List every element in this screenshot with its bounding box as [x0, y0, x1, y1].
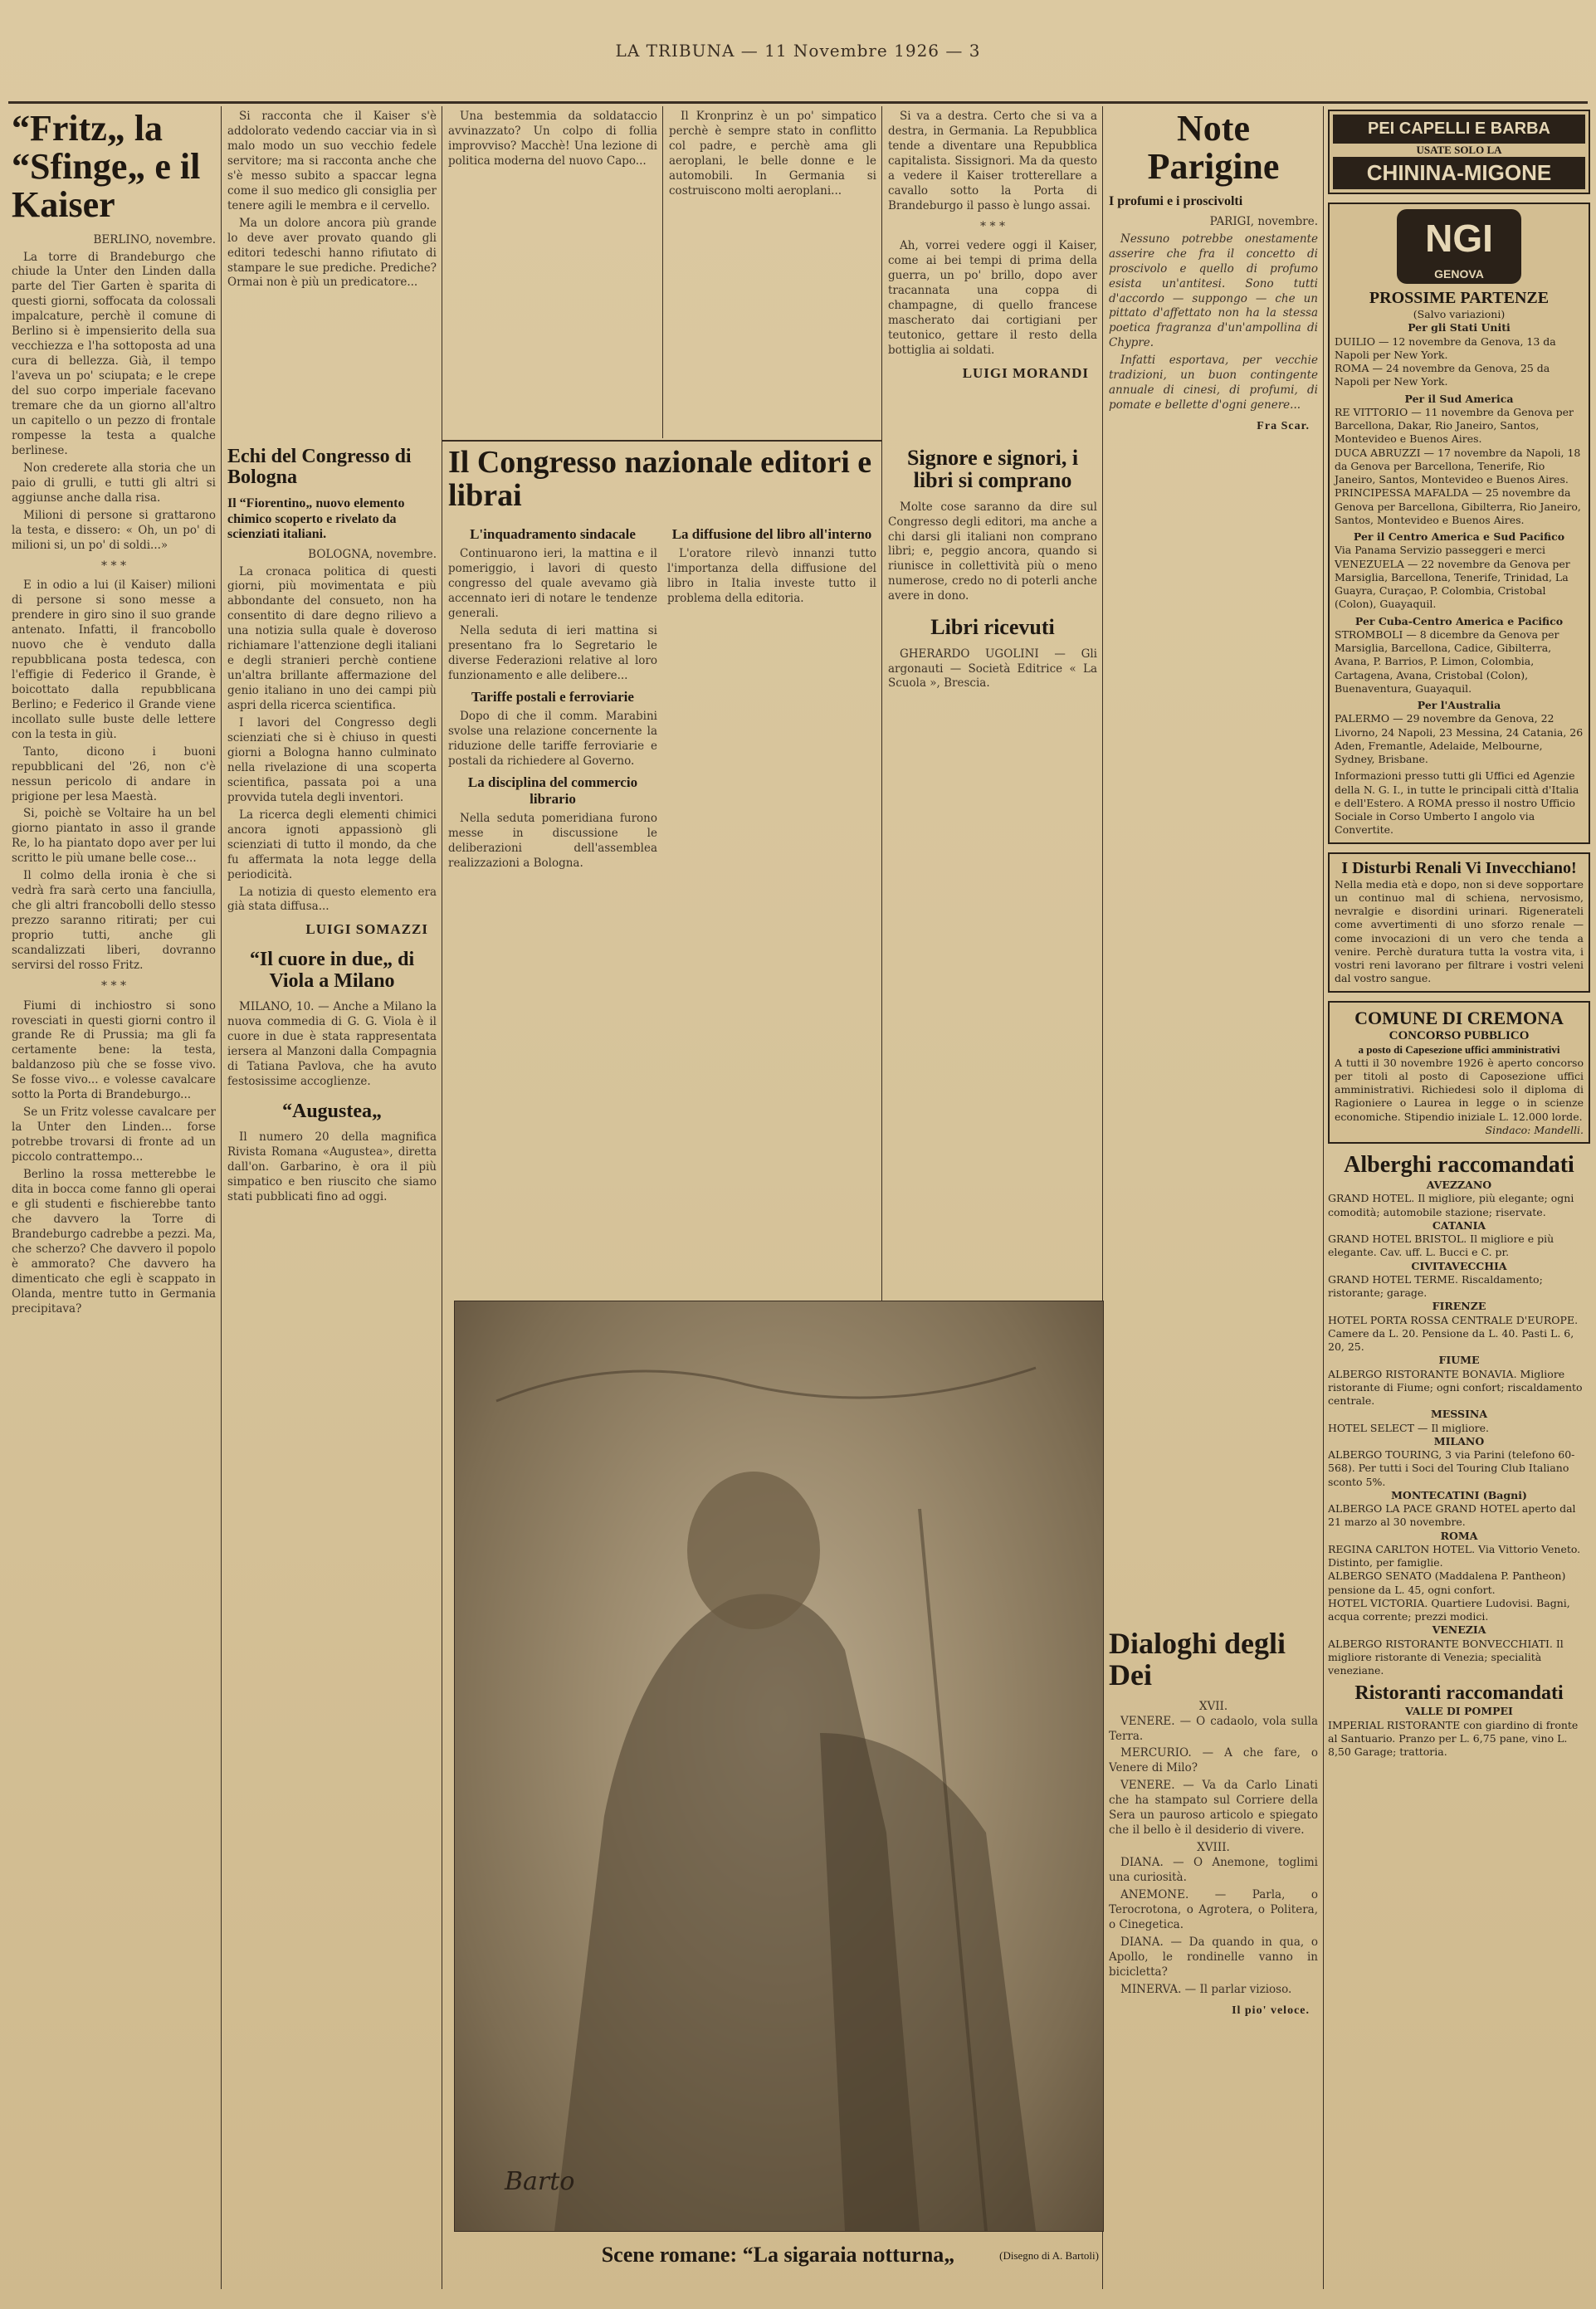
- fritz-paragraph: Fiumi di inchiostro si sono rovesciati in questi giorni contro il grande Re di Prussia; ma gli fa certamente bene: la testa, baldanzoso più che se fosse vivo. Se fosse vivo... e volesse cavalcare sotto la Porta di Brandeburgo...: [12, 998, 216, 1102]
- partenze-cuba: Per Cuba-Centro America e Pacifico: [1354, 614, 1564, 627]
- fritz-signature: LUIGI MORANDI: [962, 364, 1089, 381]
- fritz-paragraph: Ma un dolore ancora più grande lo deve aver provato quando gli editori tedeschi hanno rifiutato di stampare le sue prediche. Prediche? Ormai non è più un predicatore...: [227, 216, 437, 290]
- congresso-article: [448, 447, 876, 1293]
- ngi-city: GENOVA: [1434, 267, 1484, 281]
- masthead: [0, 0, 1596, 101]
- cremona-signature: Sindaco: Mandelli.: [1485, 1123, 1584, 1136]
- fritz-article-col1: [12, 110, 216, 2292]
- cremona-sub: CONCORSO PUBBLICO: [1389, 1028, 1530, 1042]
- dialoghi-line: DIANA. — Da quando in qua, o Apollo, le rondinelle vanno in bicicletta?: [1109, 1935, 1318, 1979]
- hotel: ALBERGO TOURING, 3 via Parini (telefono 60-568). Per tutti i Soci del Touring Club Italiano sconto 5%.: [1328, 1448, 1575, 1488]
- partenze-line: PRINCIPESSA MAFALDA — 25 novembre da Genova per Barcellona, Gibilterra, Rio Janeiro, Santos, Montevideo e Buenos Aires.: [1335, 486, 1581, 526]
- fritz-paragraph: Si, poichè se Voltaire ha un bel giorno piantato in asso il grande Re, lo ha piantato dopo aver per lui scritto le più umane belle cose...: [12, 807, 216, 866]
- dialoghi-headline: Dialoghi degli Dei: [1109, 1627, 1286, 1691]
- bologna-signature: LUIGI SOMAZZI: [305, 921, 428, 938]
- bologna-headline: Echi del Congresso di Bologna: [227, 447, 412, 489]
- city: MESSINA: [1430, 1408, 1488, 1421]
- libri-headline: Libri ricevuti: [930, 615, 1055, 640]
- fritz-paragraph: Non crederete alla storia che un paio di grulli, e tutti gli altri si aggiunse anche dalla risa.: [12, 461, 216, 505]
- column-rule: [221, 106, 222, 2289]
- hotel: ALBERGO RISTORANTE BONVECCHIATI. Il migliore ristorante di Venezia; specialità veneziane.: [1328, 1637, 1564, 1677]
- illustration-credit: (Disegno di A. Bartoli): [999, 2249, 1099, 2262]
- ad-chinina-migone: [1328, 110, 1590, 194]
- ad-ngi: [1328, 203, 1590, 844]
- partenze-usa: Per gli Stati Uniti: [1408, 321, 1511, 334]
- partenze-line: STROMBOLI — 8 dicembre da Genova per Marsiglia, Barcellona, Cadice, Gibilterra, Avana, P. Barrios, P. Limon, Colombia, Cartagena, Avana, Cristobal (Colon), Buenaventura, Guayaquil.: [1335, 627, 1559, 695]
- dialoghi-line: VENERE. — O cadaolo, vola sulla Terra.: [1109, 1714, 1318, 1743]
- partenze-line: DUILIO — 12 novembre da Genova, 13 da Napoli per New York.: [1335, 334, 1556, 361]
- dialoghi-line: VENERE. — Va da Carlo Linati che ha stampato sul Corriere della Sera un pauroso articolo e spiegato che il bello è il desiderio di vivere.: [1109, 1779, 1318, 1838]
- city: FIUME: [1438, 1354, 1480, 1367]
- congresso-paragraph: Continuarono ieri, la mattina e il pomeriggio, i lavori di questo congresso del quale avevamo già accennato ieri di notare le tendenze generali.: [448, 547, 657, 621]
- city: FIRENZE: [1432, 1300, 1486, 1313]
- separator: * * *: [980, 219, 1005, 233]
- partenze-line: DUCA ABRUZZI — 17 novembre da Napoli, 18 da Genova per Barcellona, Tenerife, Rio Janeiro, Santos, Montevideo e Buenos Aires.: [1335, 446, 1581, 486]
- partenze-line: ROMA — 24 novembre da Genova, 25 da Napoli per New York.: [1335, 362, 1550, 388]
- disturbi-title: I Disturbi Renali Vi Invecchiano!: [1341, 858, 1577, 877]
- fritz-paragraph: Tanto, dicono i buoni repubblicani del '26, non c'è nessun pericolo di andare in prigione per lesa Maestà.: [12, 744, 216, 803]
- signori-headline: Signore e signori, i libri si comprano: [906, 447, 1079, 493]
- partenze-line: VENEZUELA — 22 novembre da Genova per Marsiglia, Barcellona, Tenerife, Trinidad, La Guayra, Curaçao, P. Colombia, Cristobal (Colon), Guayaquil.: [1335, 557, 1570, 611]
- hotel: ALBERGO RISTORANTE BONAVIA. Migliore ristorante di Fiume; ogni confort; riscaldamento centrale.: [1328, 1367, 1583, 1407]
- restaurant: IMPERIAL RISTORANTE con giardino di fronte al Santuario. Pranzo per L. 6,75 pane, vino L. 8,50 Garage; trattoria.: [1328, 1718, 1579, 1758]
- fritz-paragraph: Ah, vorrei vedere oggi il Kaiser, come ai bei tempi di prima della guerra, un po' brillo, dopo aver tracannata una coppa di champagne, di quello francese mascherato dai cortigiani per teutonico, gettare il resto della bottiglia ai soldati.: [888, 239, 1097, 357]
- city: ROMA: [1440, 1529, 1478, 1542]
- fritz-paragraph: Berlino la rossa metterebbe le dita in bocca come fanno gli operai e gli studenti e fischierebbe tanto che davvero la Torre di Brandeburgo cadrebbe a pezzi. Ma, che scherzo? Che davvero il popolo è ammorato? Che davvero ha dimenticato che egli è scappato in Olanda, mentre tutto in Germania precipitava?: [12, 1168, 216, 1316]
- congresso-paragraph: L'oratore rilevò innanzi tutto l'importanza della diffusione del libro in Italia investe tutto il problema della editoria.: [667, 547, 876, 606]
- ad-capelli-top: PEI CAPELLI E BARBA: [1333, 115, 1585, 144]
- dialoghi-article: [1109, 1628, 1318, 2024]
- hotel: HOTEL PORTA ROSSA CENTRALE D'EUROPE. Camere da L. 20. Pensione da L. 40. Pasti L. 6, 20, 25.: [1328, 1313, 1579, 1353]
- congresso-paragraph: Dopo di che il comm. Marabini svolse una relazione concernente la riduzione delle tariffe ferroviarie e postali da richiedere al Governo.: [448, 710, 657, 769]
- congresso-subhead: La disciplina del commercio librario: [467, 774, 638, 807]
- congresso-subhead: L'inquadramento sindacale: [470, 525, 636, 542]
- illustration-caption: [454, 2243, 1102, 2271]
- ad-capelli-brand: CHININA-MIGONE: [1333, 157, 1585, 189]
- fritz-article-col4: [669, 110, 876, 435]
- partenze-centro: Per il Centro America e Sud Pacifico: [1353, 530, 1565, 543]
- hotel: GRAND HOTEL. Il migliore, più elegante; ogni comodità; automobile stazione; riservate.: [1328, 1192, 1574, 1218]
- bologna-dateline: BOLOGNA, novembre.: [308, 547, 437, 561]
- separator: * * *: [101, 979, 126, 993]
- parigi-subhead: I profumi e i proscivolti: [1109, 194, 1243, 209]
- artist-signature: Barto: [505, 2167, 575, 2196]
- masthead-rule: [8, 101, 1588, 104]
- fritz-article-col2: [227, 110, 437, 435]
- partenze-line: PALERMO — 29 novembre da Genova, 22 Livorno, 24 Napoli, 23 Messina, 24 Catania, 26 Aden, Fremantle, Adelaide, Melbourne, Sydney, Brisbane.: [1335, 712, 1584, 765]
- congresso-headline: Il Congresso nazionale editori e librai: [448, 447, 872, 513]
- fritz-paragraph: Si va a destra. Certo che si va a destra, in Germania. La Repubblica tende a diventare una Repubblica capitalista. Sissignori. Ma da questo a vedere il Kaiser trotterellare a cavallo sotto la Porta di Brandeburgo il passo è lungo assai.: [888, 110, 1097, 212]
- alberghi-title: Alberghi raccomandati: [1344, 1152, 1574, 1178]
- ads-column: [1328, 110, 1590, 2292]
- bologna-paragraph: La cronaca politica di questi giorni, più movimentata e più abbondante del consueto, non ha consentito di dare degno rilievo a una notizia sulla quale è doveroso richiamare l'attenzione degli italiani e degli stranieri perchè contiene un'altra brillante affermazione del genio italiano in uno dei campi più aspri della ricerca scientifica.: [227, 564, 437, 713]
- hotel: ALBERGO LA PACE GRAND HOTEL aperto dal 21 marzo al 30 novembre.: [1328, 1502, 1576, 1529]
- section-rule: [442, 440, 882, 442]
- ristoranti-title: Ristoranti raccomandati: [1354, 1682, 1564, 1705]
- signori-paragraph: Molte cose saranno da dire sul Congresso degli editori, ma anche a chi darsi gli italiani non comprano libri; e, peggio ancora, quando si riunisce in collettività più o meno numerose, credo no di poterli anche avere in dono.: [888, 500, 1097, 603]
- bologna-paragraph: La ricerca degli elementi chimici ancora ignoti appassionò gli scienziati di tutto il mondo, da che fu affermata la nota legge della periodicità.: [227, 808, 437, 881]
- hotel: GRAND HOTEL TERME. Riscaldamento; ristorante; garage.: [1328, 1272, 1543, 1299]
- ngi-brand: NGI: [1425, 217, 1493, 260]
- partenze-info: Informazioni presso tutti gli Uffici ed Agenzie della N. G. I., in tutte le principali città d'Italia e dell'Estero. A ROMA presso il nostro Ufficio Sociale in Corso Umberto I angolo via Convertite.: [1335, 769, 1579, 837]
- dialoghi-line: MERCURIO. — A che fare, o Venere di Milo?: [1109, 1746, 1318, 1775]
- partenze-aus: Per l'Australia: [1417, 699, 1501, 711]
- viola-paragraph: MILANO, 10. — Anche a Milano la nuova commedia di G. G. Viola è il cuore in due è stata rappresentata iersera al Manzoni dalla Compagnia di Tatiana Pavlova, che ha avuto festosissime accoglienze.: [227, 999, 437, 1088]
- ad-alberghi: [1328, 1152, 1590, 1759]
- dialoghi-number: XVIII.: [1197, 1841, 1230, 1855]
- masthead-text: LA TRIBUNA — 11 Novembre 1926 — 3: [615, 41, 981, 61]
- fritz-paragraph: Se un Fritz volesse cavalcare per la Unter den Linden... forse potrebbe trovarsi di fronte ad un piccolo contrattempo...: [12, 1106, 216, 1164]
- caption-text: Scene romane: “La sigaraia notturna„: [601, 2243, 955, 2267]
- congresso-subhead: Tariffe postali e ferroviarie: [471, 688, 634, 705]
- fritz-paragraph: Il Kronprinz è un po' simpatico perchè è sempre stato in conflitto col padre, e perchè ama gli aeroplani, le belle donne e le automobili. In Germania si costruiscono molti aeroplani...: [669, 110, 876, 198]
- dialoghi-line: ANEMONE. — Parla, o Terocrotona, o Agrotera, o Politera, o Cinegetica.: [1109, 1888, 1318, 1931]
- fritz-paragraph: Si racconta che il Kaiser s'è addolorato vedendo cacciar via in sì malo modo un suo vecchio fedele servitore; ma si racconta anche che s'è messo subito a spaccar legna come il suo medico gli consiglia per tenere agili le membra e il cervello.: [227, 110, 437, 212]
- augustea-headline: “Augustea„: [281, 1100, 382, 1122]
- fritz-paragraph: Milioni di persone si grattarono la testa, e dissero: « Oh, un po' di milioni si, un po' di soldi...»: [12, 508, 216, 552]
- fritz-article-col3: [448, 110, 657, 435]
- hotel: HOTEL VICTORIA. Quartiere Ludovisi. Bagni, acqua corrente; prezzi modici.: [1328, 1596, 1570, 1623]
- city: CATANIA: [1432, 1218, 1486, 1232]
- cremona-sub2: a posto di Capesezione uffici amministrativi: [1358, 1042, 1560, 1056]
- fritz-paragraph: E in odio a lui (il Kaiser) milioni di persone si sono messe a prendere in giro sino il suo grande antenato. Infatti, il francobollo nuovo che è venduto dalla repubblicana posta tedesca, con l'effigie di Federico il Grande, è boicottato dalla repubblicana Berlino; e Federico il Grande viene incollato sulle buste delle lettere con la testa in giù.: [12, 578, 216, 741]
- congresso-paragraph: Nella seduta di ieri mattina si presentano fra lo Segretario le diverse Federazioni relative al loro funzionamento e alle delibere...: [448, 624, 657, 682]
- ngi-logo: [1397, 209, 1521, 284]
- fritz-paragraph: La torre di Brandeburgo che chiude la Unter den Linden dalla parte del Tier Garten è sparita di questi giorni, soffocata da colossali impalcature, perchè il comune di Berlino si è impensierito della sua vecchiezza e l'ha sottoposta ad una cura di bellezza. Già, il tempo l'aveva un po' sciupata; e le crepe del suo corpo imperiale facevano tremare che da un giorno all'altro un capitello o un pezzo di frontale rompesse la testa a qualche berlinese.: [12, 250, 216, 457]
- city: MONTECATINI (Bagni): [1391, 1488, 1527, 1501]
- cremona-title: COMUNE DI CREMONA: [1354, 1007, 1564, 1028]
- city: MILANO: [1433, 1434, 1485, 1447]
- partenze-sud: Per il Sud America: [1404, 392, 1514, 405]
- augustea-paragraph: Il numero 20 della magnifica Rivista Romana «Augustea», diretta dall'on. Garbarino, è ora il più simpatico e ben riuscito che siamo stati pubblicati fino ad oggi.: [227, 1130, 437, 1203]
- fritz-paragraph: Una bestemmia da soldataccio avvinazzato? Un colpo di follia improvviso? Macchè! Una lezione di politica moderna del nuovo Capo...: [448, 110, 657, 168]
- city: VENEZIA: [1432, 1623, 1486, 1637]
- hotel: HOTEL SELECT — Il migliore.: [1328, 1421, 1489, 1434]
- congresso-subhead: La diffusione del libro all'interno: [671, 525, 872, 542]
- bologna-subhead: Il “Fiorentino„ nuovo elemento chimico scoperto e rivelato da scienziati italiani.: [227, 496, 405, 542]
- parigi-paragraph: Infatti esportava, per vecchie tradizioni, un buon contingente annuale di cinesi, di profumi, di pomate e bellette d'ogni genere...: [1109, 354, 1318, 412]
- parigi-headline: Note Parigine: [1147, 110, 1280, 188]
- illustration-drawing: [455, 1301, 1103, 2231]
- partenze-title: PROSSIME PARTENZE: [1369, 289, 1550, 307]
- dialoghi-line: DIANA. — O Anemone, toglimi una curiosità.: [1109, 1856, 1318, 1885]
- ad-capelli-mid: USATE SOLO LA: [1416, 144, 1502, 156]
- parigi-paragraph: Nessuno potrebbe onestamente asserire che fra il concetto di proscivolo e quello di profumo esista un'antitesi. Sono tutti d'accordo — suppongo — che un pittato d'affettato non ha la stessa poetica fragranza d'un'ampollina di Chypre.: [1109, 232, 1318, 350]
- separator: * * *: [101, 559, 126, 573]
- hotel: ALBERGO SENATO (Maddalena P. Pantheon) pensione da L. 45, ogni confort.: [1328, 1569, 1566, 1596]
- hotel: GRAND HOTEL BRISTOL. Il migliore e più elegante. Cav. uff. L. Bucci e C. pr.: [1328, 1233, 1555, 1259]
- bologna-article: [227, 447, 437, 2289]
- parigi-article: [1109, 110, 1318, 2292]
- parigi-dateline: PARIGI, novembre.: [1209, 214, 1318, 228]
- fritz-article-col5: [888, 110, 1097, 435]
- city: CIVITAVECCHIA: [1411, 1259, 1507, 1272]
- partenze-line: Via Panama Servizio passeggeri e merci: [1335, 544, 1546, 557]
- bologna-paragraph: I lavori del Congresso degli scienziati che si è chiuso in questi giorni a Bologna hanno culminato nella rivelazione di una scoperta scientifica, passata poi a una provvida tutela degli inventori.: [227, 716, 437, 804]
- city: VALLE DI POMPEI: [1405, 1705, 1513, 1718]
- dialoghi-line: MINERVA. — Il parlar vizioso.: [1120, 1982, 1292, 1996]
- cremona-body: A tutti il 30 novembre 1926 è aperto concorso per titoli al posto di Caposezione uffici amministrativi. Richiedesi solo il diploma di Ragioniere o Laurea in legge o in scienze economiche. Stipendio iniziale L. 12.000 lorde.: [1335, 1056, 1584, 1123]
- dialoghi-signature: Il pio' veloce.: [1232, 2004, 1310, 2017]
- hotel: REGINA CARLTON HOTEL. Via Vittorio Veneto. Distinto, per famiglie.: [1328, 1542, 1581, 1569]
- libri-paragraph: GHERARDO UGOLINI — Gli argonauti — Società Editrice « La Scuola », Brescia.: [888, 647, 1097, 691]
- partenze-line: RE VITTORIO — 11 novembre da Genova per Barcellona, Dakar, Rio Janeiro, Santos, Montevideo e Buenos Aires.: [1335, 405, 1574, 446]
- illustration-sigaraia: [454, 1301, 1104, 2232]
- city: AVEZZANO: [1426, 1179, 1492, 1191]
- ad-comune-cremona: [1328, 1001, 1590, 1145]
- congresso-paragraph: Nella seduta pomeridiana furono messe in discussione le deliberazioni dell'assemblea realizzazioni a Bologna.: [448, 812, 657, 871]
- viola-headline: “Il cuore in due„ di Viola a Milano: [249, 949, 415, 992]
- signori-article: [888, 447, 1097, 1293]
- partenze-sub: (Salvo variazioni): [1413, 308, 1506, 320]
- disturbi-body: Nella media età e dopo, non si deve sopportare un continuo mal di schiena, nervosismo, nevralgie e disordini urinari. Rigenerateli come avvertimenti di uno sforzo renale — come invocazioni di un vero che tenda a venire. Perchè duratura tutta la vostra vita, i vostri reni lavorano per filtrare i vostri veleni dal vostro sangue.: [1335, 877, 1584, 985]
- bologna-paragraph: La notizia di questo elemento era già stata diffusa...: [227, 885, 437, 914]
- ad-disturbi-renali: [1328, 852, 1590, 993]
- fritz-dateline: BERLINO, novembre.: [93, 232, 216, 247]
- column-rule: [662, 106, 663, 438]
- dialoghi-number: XVII.: [1198, 1699, 1228, 1713]
- parigi-signature: Fra Scar.: [1257, 420, 1310, 433]
- fritz-headline: “Fritz„ la “Sfinge„ e il Kaiser: [12, 110, 201, 226]
- column-rule: [1323, 106, 1324, 2289]
- fritz-paragraph: Il colmo della ironia è che si vedrà fra sarà certo una fanciulla, che gli altri francobolli dello stesso prezzo saranno ritirati; per cui proprio tutti, anche gli scandalizzati liberi, dovranno servirsi del rosso Fritz.: [12, 869, 216, 973]
